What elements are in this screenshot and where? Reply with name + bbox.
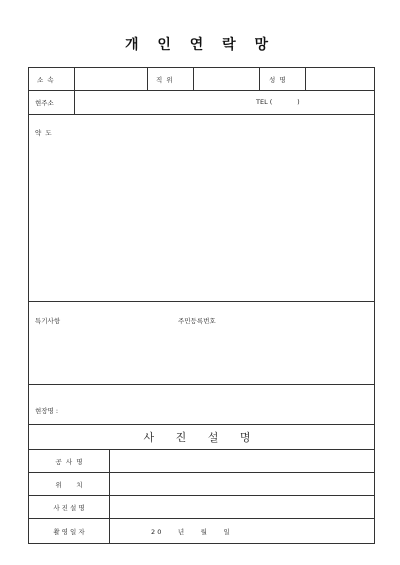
photo-row [29, 518, 374, 544]
photo-description-label: 사 진 설 명 [53, 504, 85, 512]
page-title: 개 인 연 락 망 [124, 37, 276, 53]
notes-section [29, 301, 374, 385]
photo-description-field[interactable] [113, 503, 371, 513]
divider [74, 90, 75, 114]
resident-number-label: 주민등록번호 [178, 317, 216, 325]
affiliation-field[interactable] [77, 75, 145, 85]
divider [109, 495, 110, 518]
divider [109, 449, 110, 472]
map-section [29, 114, 374, 302]
divider [259, 68, 260, 90]
map-label: 약 도 [35, 129, 52, 137]
site-section [29, 384, 374, 425]
divider [109, 472, 110, 495]
name-field[interactable] [308, 75, 372, 85]
photo-date-label: 촬 영 일 자 [53, 528, 85, 536]
divider [109, 518, 110, 544]
divider [74, 68, 75, 90]
photo-description-header: 사 진 설 명 [143, 431, 260, 444]
position-label: 직 위 [156, 76, 173, 84]
location-label: 위 치 [55, 481, 83, 489]
photo-row [29, 495, 374, 519]
project-name-field[interactable] [113, 457, 371, 467]
address-label: 현주소 [35, 99, 54, 107]
divider [147, 68, 148, 90]
location-field[interactable] [113, 480, 371, 490]
affiliation-label: 소 속 [37, 76, 54, 84]
position-field[interactable] [196, 75, 256, 85]
name-label: 성 명 [269, 76, 286, 84]
site-name-label: 현장명 : [35, 407, 59, 415]
project-name-label: 공 사 명 [55, 458, 83, 466]
resident-number-field[interactable] [227, 316, 367, 326]
contact-form [28, 67, 375, 544]
special-notes-label: 특기사항 [35, 317, 61, 325]
address-field[interactable] [77, 98, 247, 108]
photo-row [29, 472, 374, 496]
photo-header-row [29, 424, 374, 450]
tel-label[interactable]: TEL ( ) [256, 98, 300, 106]
address-row [29, 90, 374, 115]
photo-row [29, 449, 374, 473]
divider [193, 68, 194, 90]
photo-date-field[interactable]: 2 0 년 월 일 [151, 528, 230, 536]
info-row [29, 68, 374, 91]
divider [305, 68, 306, 90]
site-name-field[interactable] [67, 406, 367, 416]
